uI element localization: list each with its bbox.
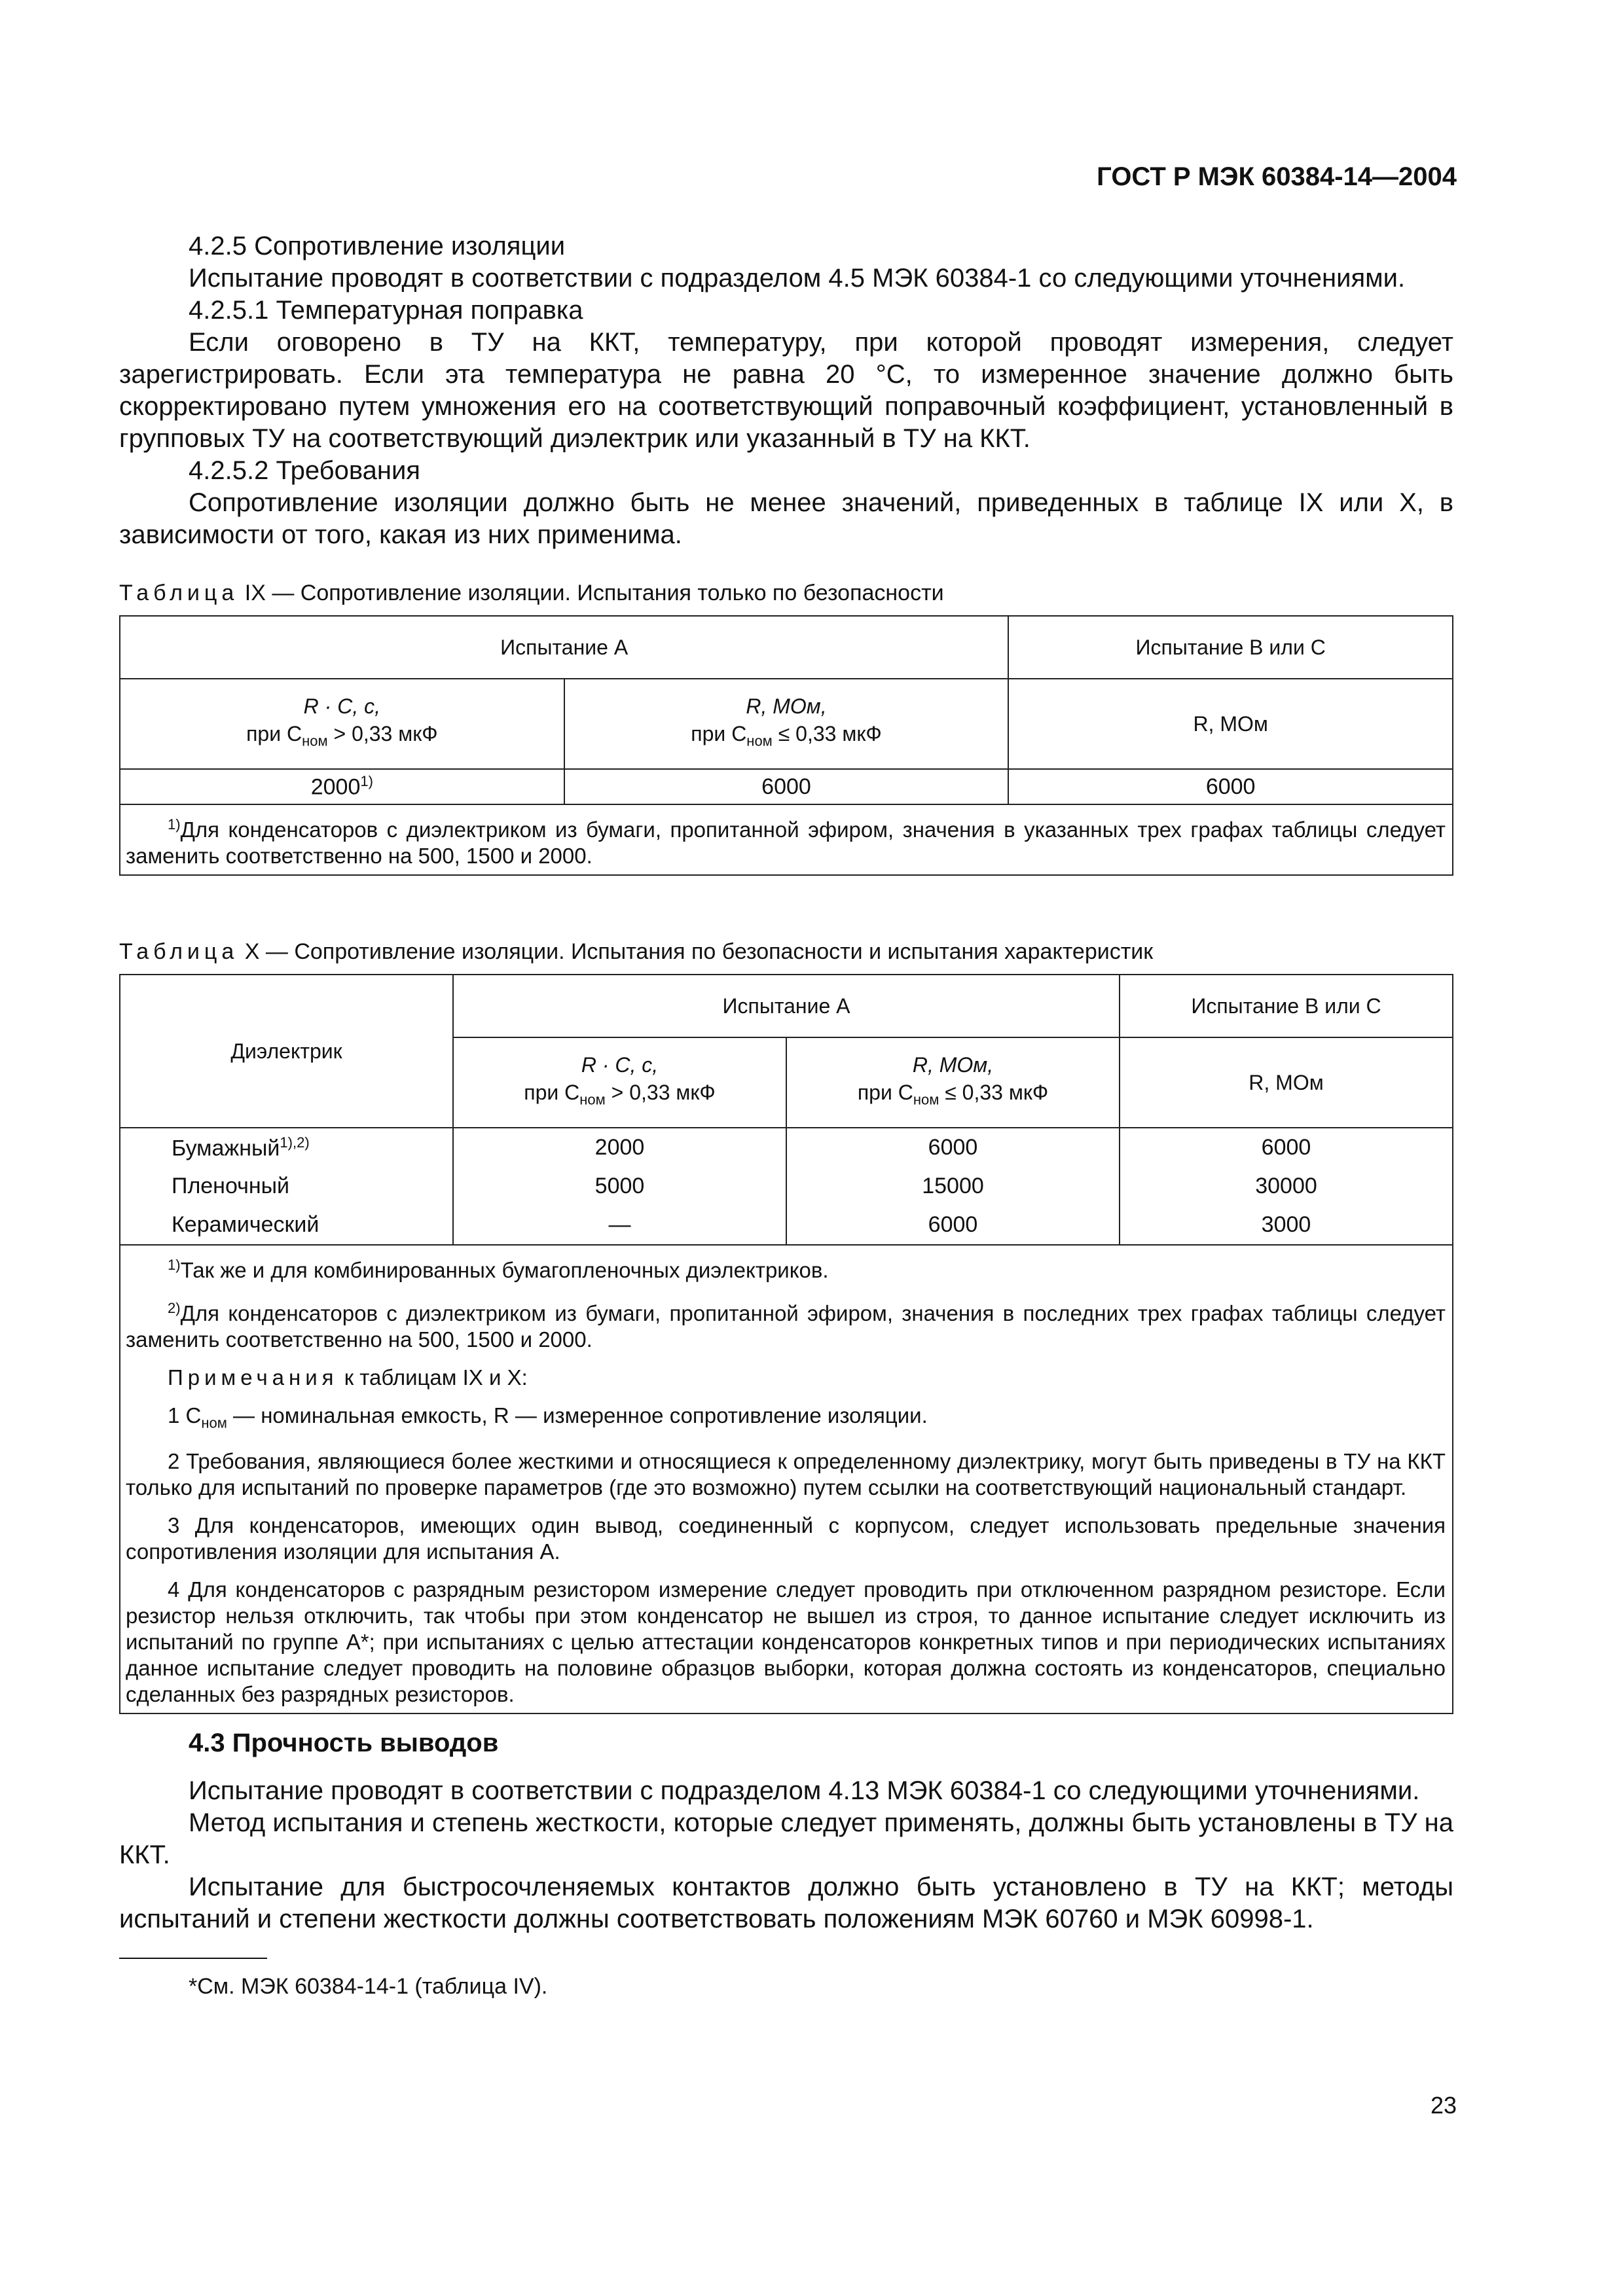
table-10-note-3: 3 Для конденсаторов, имеющих один вывод, соединенный с корпусом, следует использовать предельные значения сопротивления изоляции для испытания А. [126, 1513, 1446, 1564]
section-4-2-5-1-text: Если оговорено в ТУ на ККТ, температуру, при которой проводят измерения, следует зарегистрировать. Если эта температура не равна 20 °С, то измеренное значение должно быть скорректировано путем умножения его на соответствующий поправочный коэффициент, установленный в групповых ТУ на соответствующий диэлектрик или указанный в ТУ на ККТ. [119, 328, 1453, 453]
table-9-value-3: 6000 [1008, 769, 1453, 804]
note1-pre: 1 C [168, 1403, 202, 1427]
notes-rest: к таблицам IX и X: [338, 1365, 528, 1390]
fn1-sup: 1) [168, 1257, 181, 1273]
table-9-value-2: 6000 [564, 769, 1009, 804]
table-row [120, 1206, 1453, 1245]
table-9-footnote [120, 804, 1453, 875]
table-10-col-r-pre: при C [857, 1081, 913, 1105]
section-4-2-5-2-text: Сопротивление изоляции должно быть не менее значений, приведенных в таблице IX или X, в зависимости от того, какая из них применима. [119, 488, 1453, 549]
table-9-head-test-bc: Испытание В или С [1008, 616, 1453, 679]
table-10-row-3-v2: 6000 [786, 1206, 1120, 1245]
table-10-caption [119, 939, 1453, 965]
table-10-row-1-name [120, 1128, 453, 1167]
page-number: 23 [1430, 2092, 1457, 2119]
table-10-note-4: 4 Для конденсаторов с разрядным резистором измерение следует проводить при отключенном разрядном резисторе. Если резистор нельзя отключить, так чтобы при этом конденсатор не вышел из строя, то данное испытание следует исключить из испытаний по группе А*; при испытаниях с целью аттестации конденсаторов конкретных типов и при периодических испытаниях данное испытание следует проводить на половине образцов выборки, которая должна состоять из конденсаторов, специально сделанных без разрядных резисторов. [126, 1577, 1446, 1706]
page-content [119, 230, 1453, 2000]
table-10-notes-heading [126, 1365, 1446, 1391]
table-9-head-test-a: Испытание А [120, 616, 1008, 679]
table-10-head-test-a: Испытание А [453, 975, 1120, 1037]
notes-word: Примечания [168, 1365, 338, 1390]
section-4-2-5-1-title: 4.2.5.1 Температурная поправка [189, 296, 583, 325]
table-10-col-rc-pre: при C [524, 1081, 580, 1105]
table-10-col-rc [453, 1037, 786, 1128]
table-10-col-r-post: ≤ 0,33 мкФ [939, 1081, 1049, 1105]
section-4-3-text-2: Метод испытания и степень жесткости, которые следует применять, должны быть установлены в ТУ на ККТ. [119, 1808, 1453, 1869]
table-9-col-r-line1: R, МОм, [746, 694, 827, 719]
table-10-row-1-v1: 2000 [453, 1128, 786, 1167]
table-10-col-rc-line1: R · C, с, [581, 1053, 659, 1077]
table-9 [119, 615, 1453, 876]
table-9-caption [119, 580, 1453, 606]
table-10-row-3-name: Керамический [120, 1206, 453, 1245]
table-9-col-r-bc: R, МОм [1008, 679, 1453, 769]
table-10-row-3-v3: 3000 [1120, 1206, 1453, 1245]
table-10-col-rc-post: > 0,33 мкФ [605, 1081, 716, 1105]
section-4-2-5-2-title: 4.2.5.2 Требования [189, 456, 420, 485]
section-4-2-5-title: 4.2.5 Сопротивление изоляции [189, 232, 566, 260]
table-9-footnote-sup: 1) [168, 816, 181, 833]
table-9-footnote-text: Для конденсаторов с диэлектриком из бумаги, пропитанной эфиром, значения в указанных трех графах таблицы следует заменить соответственно на 500, 1500 и 2000. [126, 817, 1446, 868]
table-9-value-1-text: 2000 [310, 774, 361, 800]
table-10-row-1-v2: 6000 [786, 1128, 1120, 1167]
table-10-note-2: 2 Требования, являющиеся более жесткими и относящиеся к определенному диэлектрику, могут быть приведены в ТУ на ККТ только для испытаний по проверке параметров (где это возможно) путем ссылки на соответствующий национальный стандарт. [126, 1448, 1446, 1499]
table-9-caption-word: Таблица [119, 581, 239, 605]
table-10-col-r [786, 1037, 1120, 1128]
table-10-col-r-sub: ном [913, 1091, 939, 1108]
table-9-col-rc-post: > 0,33 мкФ [327, 722, 438, 746]
table-9-col-rc-sub: ном [302, 732, 328, 749]
table-10-row-2-v2: 15000 [786, 1167, 1120, 1206]
table-9-col-rc-pre: при C [246, 722, 302, 746]
fn2-text: Для конденсаторов с диэлектриком из бумаги, пропитанной эфиром, значения в последних трех графах таблицы следует заменить соответственно на 500, 1500 и 2000. [126, 1301, 1446, 1352]
section-4-3-title: 4.3 Прочность выводов [189, 1728, 499, 1757]
table-10-col-rc-sub: ном [579, 1091, 606, 1108]
section-4-3-text-3: Испытание для быстросочленяемых контактов должно быть установлено в ТУ на ККТ; методы испытаний и степени жесткости должны соответствовать положениям МЭК 60760 и МЭК 60998-1. [119, 1872, 1453, 1933]
row-1-name-sup: 1),2) [280, 1134, 310, 1151]
table-10-col-r-bc: R, МОм [1120, 1037, 1453, 1128]
table-9-col-r-pre: при C [691, 722, 747, 746]
table-10-note-1 [126, 1403, 1446, 1437]
section-4-2-5-text: Испытание проводят в соответствии с подразделом 4.5 МЭК 60384-1 со следующими уточнениями. [189, 264, 1406, 293]
table-9-caption-text: IX — Сопротивление изоляции. Испытания только по безопасности [238, 581, 944, 605]
table-9-col-rc [120, 679, 564, 769]
table-9-col-r-post: ≤ 0,33 мкФ [772, 722, 882, 746]
table-10-head-test-bc: Испытание В или С [1120, 975, 1453, 1037]
table-10-col-r-line1: R, МОм, [912, 1053, 994, 1077]
fn2-sup: 2) [168, 1300, 181, 1316]
table-row [120, 1167, 1453, 1206]
table-row [120, 1128, 1453, 1167]
table-10-row-3-v1: — [453, 1206, 786, 1245]
table-10-row-2-name: Пленочный [120, 1167, 453, 1206]
table-10-row-2-v3: 30000 [1120, 1167, 1453, 1206]
row-1-name-text: Бумажный [172, 1136, 280, 1161]
footnote: *См. МЭК 60384-14-1 (таблица IV). [189, 1973, 548, 1999]
table-9-value-1-sup: 1) [360, 773, 373, 790]
table-9-value-1 [120, 769, 564, 804]
table-10-notes [120, 1245, 1453, 1713]
table-10-footnote-1 [126, 1252, 1446, 1283]
table-9-col-r-sub: ном [746, 732, 773, 749]
document-code: ГОСТ Р МЭК 60384-14—2004 [1097, 162, 1457, 191]
table-10 [119, 974, 1453, 1714]
fn1-text: Так же и для комбинированных бумагопленочных диэлектриков. [180, 1258, 829, 1282]
section-4-3-text-1: Испытание проводят в соответствии с подразделом 4.13 МЭК 60384-1 со следующими уточнениями. [189, 1776, 1420, 1805]
table-10-head-dielectric: Диэлектрик [120, 975, 453, 1128]
note1-sub: ном [201, 1414, 227, 1431]
table-10-row-1-v3: 6000 [1120, 1128, 1453, 1167]
table-10-row-2-v1: 5000 [453, 1167, 786, 1206]
table-10-caption-text: X — Сопротивление изоляции. Испытания по безопасности и испытания характеристик [238, 939, 1154, 964]
table-9-col-r [564, 679, 1009, 769]
footnote-divider [119, 1958, 267, 1959]
table-9-col-rc-line1: R · C, с, [303, 694, 380, 719]
table-10-caption-word: Таблица [119, 939, 239, 964]
note1-post: — номинальная емкость, R — измеренное сопротивление изоляции. [227, 1403, 928, 1427]
table-10-footnote-2 [126, 1295, 1446, 1353]
